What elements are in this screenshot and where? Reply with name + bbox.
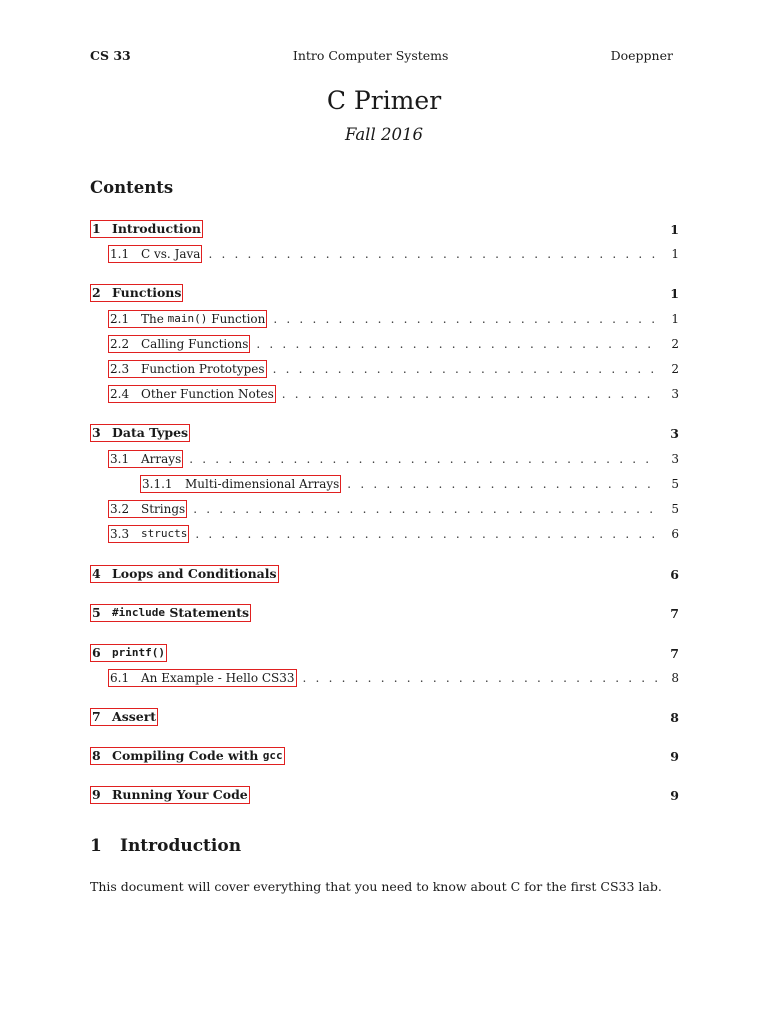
dot-leader [193,502,659,516]
toc-subsection-c-vs-java [90,245,679,263]
toc-link-hello-cs33[interactable]: 6.1 An Example - Hello CS33 [110,671,295,685]
toc-link-printf[interactable]: 6 printf() [92,645,165,660]
toc-page-number: 8 [670,709,679,725]
toc-section-include-statements [90,604,679,622]
toc-page-number: 9 [670,748,679,764]
contents-heading: Contents [90,178,174,197]
toc-page-number: 6 [670,566,679,582]
toc-section-assert [90,708,679,726]
toc-link-arrays[interactable]: 3.1 Arrays [110,452,182,466]
toc-link-main-function[interactable]: 2.1 The main() Function [110,312,266,326]
course-code: CS 33 [90,48,131,63]
introduction-paragraph: This document will cover everything that you need to know about C for the first CS33 lab. [90,879,662,894]
toc-link-strings[interactable]: 3.2 Strings [110,502,186,516]
toc-link-other-function-notes[interactable]: 2.4 Other Function Notes [110,387,274,401]
toc-subsection-calling-functions [90,335,679,353]
toc-page-number: 5 [671,502,679,516]
toc-section-data-types [90,424,679,442]
toc-link-data-types[interactable]: 3 Data Types [92,425,189,440]
dot-leader [256,337,659,351]
toc-link-introduction[interactable]: 1 Introduction [92,221,202,236]
course-name: Intro Computer Systems [292,48,449,63]
toc-page-number: 2 [671,362,679,376]
dot-leader [303,671,659,685]
toc-link-compiling-code[interactable]: 8 Compiling Code with gcc [92,748,283,763]
toc-section-introduction [90,220,679,238]
running-header [90,48,673,63]
toc-section-compiling-code [90,747,679,765]
toc-subsubsection-multi-dimensional-arrays [90,475,679,493]
toc-link-loops-and-conditionals[interactable]: 4 Loops and Conditionals [92,566,277,581]
toc-subsection-other-function-notes [90,385,679,403]
document-subtitle: Fall 2016 [345,125,423,144]
toc-link-calling-functions[interactable]: 2.2 Calling Functions [110,337,249,351]
author-name: Doeppner [610,48,673,63]
toc-link-running-your-code[interactable]: 9 Running Your Code [92,787,248,802]
toc-link-multi-dimensional-arrays[interactable]: 3.1.1 Multi-dimensional Arrays [142,477,340,491]
dot-leader [273,312,659,326]
toc-subsection-strings [90,500,679,518]
toc-section-loops-and-conditionals [90,565,679,583]
toc-page-number: 1 [671,312,679,326]
toc-page-number: 1 [671,247,679,261]
toc-link-structs[interactable]: 3.3 structs [110,527,188,541]
toc-subsection-structs [90,525,679,543]
toc-subsection-function-prototypes [90,360,679,378]
toc-section-running-your-code [90,786,679,804]
toc-page-number: 2 [671,337,679,351]
dot-leader [208,247,659,261]
toc-page-number: 1 [670,221,679,237]
toc-link-include-statements[interactable]: 5 #include Statements [92,605,250,620]
toc-page-number: 3 [671,387,679,401]
toc-page-number: 1 [670,285,679,301]
dot-leader [273,362,659,376]
toc-page-number: 6 [671,527,679,541]
toc-subsection-hello-cs33 [90,669,679,687]
toc-link-c-vs-java[interactable]: 1.1 C vs. Java [110,247,201,261]
document-title: C Primer [326,86,442,115]
toc-page-number: 5 [671,477,679,491]
toc-page-number: 7 [670,605,679,621]
toc-section-functions [90,284,679,302]
toc-link-assert[interactable]: 7 Assert [92,709,157,724]
toc-page-number: 3 [671,452,679,466]
dot-leader [189,452,659,466]
toc-page-number: 8 [671,671,679,685]
toc-subsection-main-function [90,310,679,328]
dot-leader [195,527,659,541]
dot-leader [347,477,659,491]
dot-leader [282,387,659,401]
toc-link-functions[interactable]: 2 Functions [92,285,182,300]
section-heading-introduction: 1 Introduction [90,836,242,856]
toc-page-number: 7 [670,645,679,661]
toc-page-number: 9 [670,787,679,803]
toc-subsection-arrays [90,450,679,468]
toc-section-printf [90,644,679,662]
toc-link-function-prototypes[interactable]: 2.3 Function Prototypes [110,362,265,376]
toc-page-number: 3 [670,425,679,441]
